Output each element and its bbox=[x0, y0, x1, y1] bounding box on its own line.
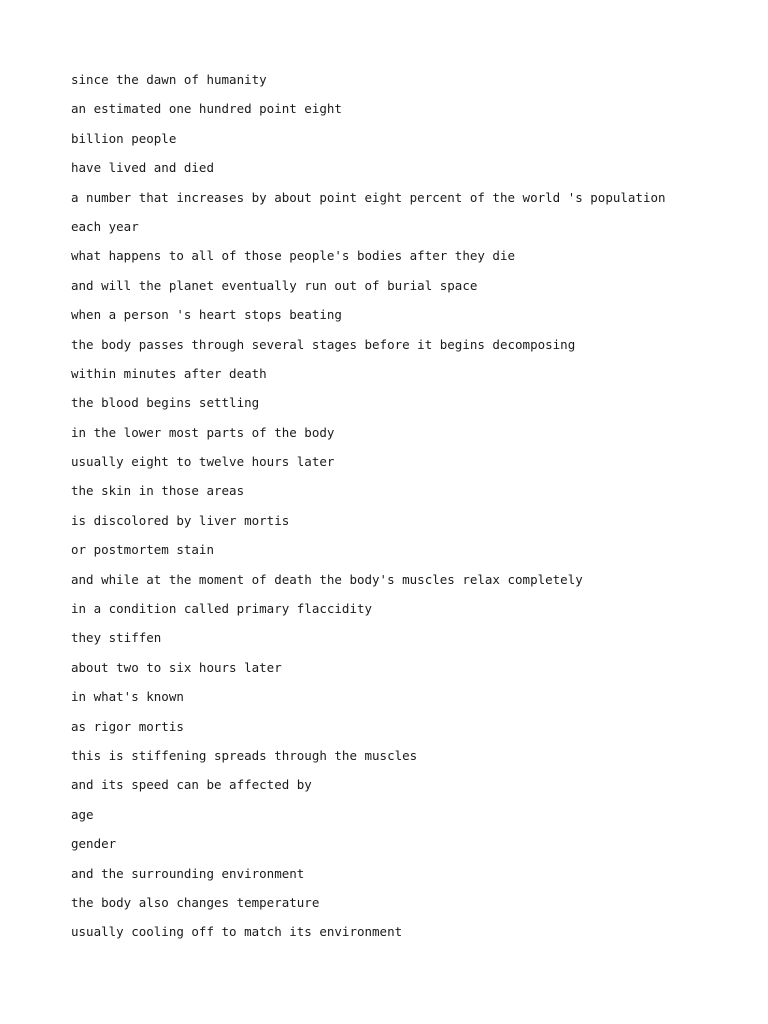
transcript-line: since the dawn of humanity bbox=[71, 72, 267, 87]
transcript-line: what happens to all of those people's bodies after they die bbox=[71, 248, 516, 264]
transcript-line: as rigor mortis bbox=[71, 718, 184, 734]
transcript-line: have lived and died bbox=[71, 160, 214, 176]
transcript-line: is discolored by liver mortis bbox=[71, 512, 290, 528]
transcript-line: they stiffen bbox=[71, 630, 162, 646]
transcript-line: the body also changes temperature bbox=[71, 894, 320, 910]
transcript-line: and the surrounding environment bbox=[71, 865, 305, 881]
transcript-line: and will the planet eventually run out of burial space bbox=[71, 277, 478, 293]
transcript-line: each year bbox=[71, 218, 139, 234]
transcript-line: age bbox=[71, 806, 94, 822]
transcript-line: in a condition called primary flaccidity bbox=[71, 601, 373, 617]
transcript-line: the body passes through several stages before it begins decomposing bbox=[71, 336, 576, 352]
transcript-lines bbox=[71, 71, 666, 953]
transcript-line: an estimated one hundred point eight bbox=[71, 101, 342, 117]
transcript-line: usually eight to twelve hours later bbox=[71, 454, 335, 470]
transcript-line: this is stiffening spreads through the muscles bbox=[71, 747, 418, 763]
transcript-line: the skin in those areas bbox=[71, 483, 245, 499]
transcript-line: within minutes after death bbox=[71, 365, 267, 381]
transcript-line: about two to six hours later bbox=[71, 659, 282, 675]
transcript-line: gender bbox=[71, 836, 117, 852]
transcript-line: in what's known bbox=[71, 689, 184, 705]
transcript-line: or postmortem stain bbox=[71, 542, 214, 558]
transcript-line: billion people bbox=[71, 130, 177, 146]
transcript-line: and its speed can be affected by bbox=[71, 777, 312, 793]
transcript-line: usually cooling off to match its environment bbox=[71, 924, 403, 940]
transcript-line: a number that increases by about point eight percent of the world 's population bbox=[71, 189, 666, 205]
transcript-line: when a person 's heart stops beating bbox=[71, 307, 342, 323]
transcript-line: in the lower most parts of the body bbox=[71, 424, 335, 440]
transcript-line: the blood begins settling bbox=[71, 395, 260, 411]
transcript-line: and while at the moment of death the body's muscles relax completely bbox=[71, 571, 583, 587]
